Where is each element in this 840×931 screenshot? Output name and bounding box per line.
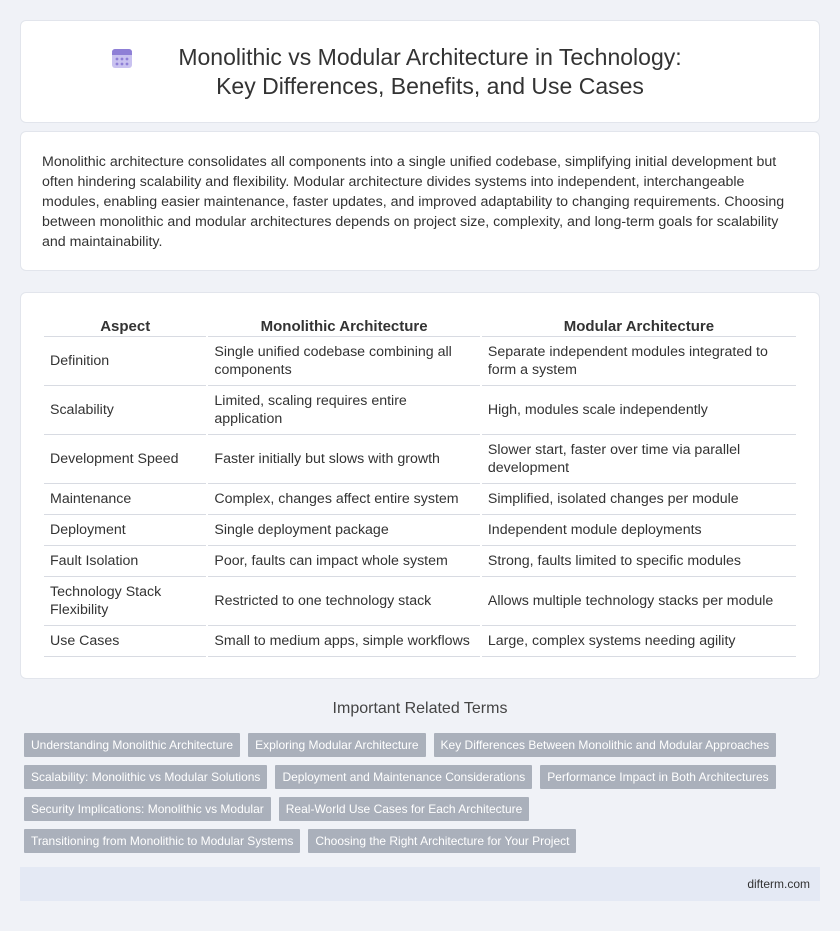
table-row <box>44 337 796 386</box>
table-header-row <box>44 315 796 337</box>
table-cell: Single deployment package <box>208 515 479 546</box>
related-term-tag[interactable]: Performance Impact in Both Architectures <box>540 765 775 789</box>
table-cell: Single unified codebase combining all components <box>208 337 479 386</box>
table-cell: Separate independent modules integrated to form a system <box>482 337 796 386</box>
table-row <box>44 626 796 657</box>
table-cell: High, modules scale independently <box>482 386 796 435</box>
table-row <box>44 386 796 435</box>
table-cell: Independent module deployments <box>482 515 796 546</box>
page-title: Monolithic vs Modular Architecture in Technology: Key Differences, Benefits, and Use Cases <box>178 44 682 99</box>
table-cell: Strong, faults limited to specific modules <box>482 546 796 577</box>
comparison-table-card <box>20 292 820 679</box>
table-cell: Maintenance <box>44 484 206 515</box>
related-term-tag[interactable]: Key Differences Between Monolithic and Modular Approaches <box>434 733 777 757</box>
table-cell: Restricted to one technology stack <box>208 577 479 626</box>
header-modular: Modular Architecture <box>482 315 796 337</box>
comparison-table <box>42 315 798 657</box>
related-term-tag[interactable]: Choosing the Right Architecture for Your Project <box>308 829 576 853</box>
table-cell: Faster initially but slows with growth <box>208 435 479 484</box>
header-aspect: Aspect <box>44 315 206 337</box>
table-row <box>44 435 796 484</box>
table-cell: Fault Isolation <box>44 546 206 577</box>
footer-site-link[interactable]: difterm.com <box>747 877 810 891</box>
table-cell: Complex, changes affect entire system <box>208 484 479 515</box>
table-cell: Scalability <box>44 386 206 435</box>
table-cell: Use Cases <box>44 626 206 657</box>
related-term-tag[interactable]: Security Implications: Monolithic vs Modular <box>24 797 271 821</box>
related-term-tag[interactable]: Real-World Use Cases for Each Architecture <box>279 797 530 821</box>
header-monolithic: Monolithic Architecture <box>208 315 479 337</box>
table-row <box>44 546 796 577</box>
table-cell: Definition <box>44 337 206 386</box>
related-term-tag[interactable]: Deployment and Maintenance Considerations <box>275 765 532 789</box>
table-cell: Small to medium apps, simple workflows <box>208 626 479 657</box>
table-row <box>44 484 796 515</box>
related-term-tag[interactable]: Transitioning from Monolithic to Modular Systems <box>24 829 300 853</box>
related-terms-heading: Important Related Terms <box>332 700 508 717</box>
table-cell: Large, complex systems needing agility <box>482 626 796 657</box>
table-row <box>44 577 796 626</box>
intro-paragraph: Monolithic architecture consolidates all components into a single unified codebase, simplifying initial development but often hindering scalability and flexibility. Modular architecture divides systems into independent, interchangeable modules, enabling easier maintenance, faster updates, and improved adaptability to changing requirements. Choosing between monolithic and modular architectures depends on project size, complexity, and long-term goals for scalability and maintainability. <box>42 154 785 250</box>
table-cell: Development Speed <box>44 435 206 484</box>
related-term-tag[interactable]: Scalability: Monolithic vs Modular Solutions <box>24 765 267 789</box>
table-cell: Poor, faults can impact whole system <box>208 546 479 577</box>
table-cell: Limited, scaling requires entire application <box>208 386 479 435</box>
intro-card <box>20 131 820 271</box>
related-term-tag[interactable]: Exploring Modular Architecture <box>248 733 425 757</box>
table-cell: Slower start, faster over time via parallel development <box>482 435 796 484</box>
related-term-tag[interactable]: Understanding Monolithic Architecture <box>24 733 240 757</box>
table-cell: Technology Stack Flexibility <box>44 577 206 626</box>
table-cell: Deployment <box>44 515 206 546</box>
table-cell: Allows multiple technology stacks per module <box>482 577 796 626</box>
table-cell: Simplified, isolated changes per module <box>482 484 796 515</box>
header-card <box>20 20 820 123</box>
table-row <box>44 515 796 546</box>
footer <box>20 867 820 901</box>
related-terms-list <box>24 733 804 861</box>
